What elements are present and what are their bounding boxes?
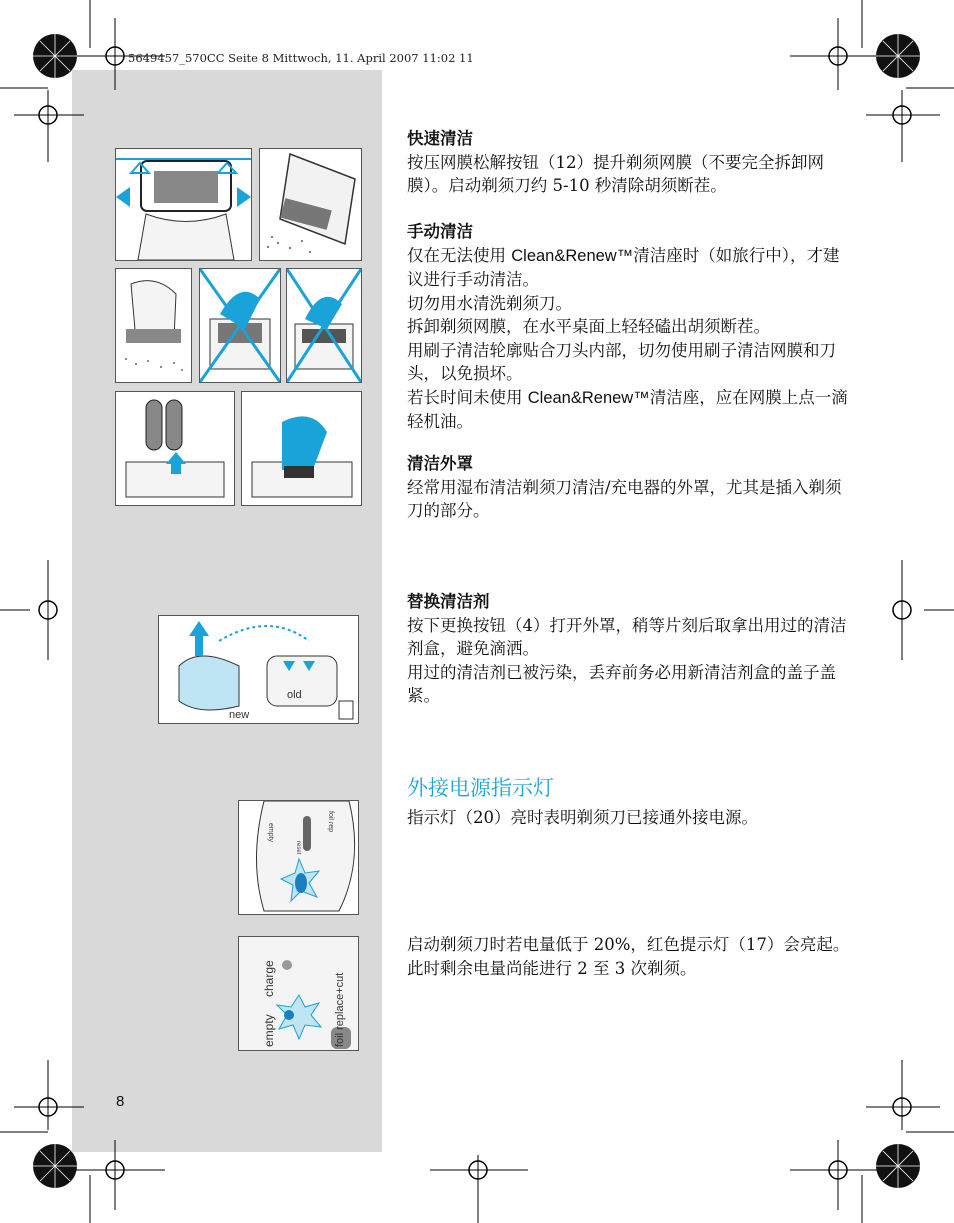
figure-power-indicator bbox=[238, 800, 359, 915]
page-number: 8 bbox=[116, 1093, 125, 1110]
brand-clean-renew-2: Clean&Renew™ bbox=[527, 388, 650, 407]
heading-cartridge: 替换清洁剂 bbox=[407, 592, 490, 611]
cartridge-label-new: new bbox=[229, 709, 250, 721]
heading-power-indicator: 外接电源指示灯 bbox=[407, 776, 554, 800]
indicator-label-foil: foil rep bbox=[327, 811, 334, 833]
figure-cartridge-replace bbox=[158, 615, 359, 724]
figure-shaver-run bbox=[259, 148, 362, 261]
section-quick-clean bbox=[407, 127, 852, 198]
text-low-battery: 启动剃须刀时若电量低于 20%，红色提示灯（17）会亮起。此时剩余电量尚能进行 2 至 3 次剃须。 bbox=[407, 935, 850, 978]
figure-brush-cutter bbox=[241, 391, 362, 506]
section-manual-clean bbox=[407, 220, 852, 434]
battery-label-charge: charge bbox=[262, 960, 276, 997]
figure-remove-cutter bbox=[115, 391, 235, 506]
text-housing: 经常用湿布清洁剃须刀清洁/充电器的外罩，尤其是插入剃须刀的部分。 bbox=[407, 477, 842, 520]
cartridge-label-old: old bbox=[287, 689, 302, 701]
text-manual-clean-4: 用刷子清洁轮廓贴合刀头内部，切勿使用刷子清洁网膜和刀头，以免损坏。 bbox=[407, 340, 836, 383]
text-manual-clean-2: 切勿用水清洗剃须刀。 bbox=[407, 293, 572, 313]
text-manual-clean-5b: 清洁座，应在网膜上点一滴轻机油。 bbox=[407, 387, 848, 431]
section-power-indicator bbox=[407, 774, 852, 830]
figure-low-battery bbox=[238, 936, 359, 1051]
indicator-label-reset: reset bbox=[295, 841, 301, 855]
battery-label-empty: empty bbox=[262, 1014, 276, 1047]
battery-label-foil: foil replace+cut bbox=[334, 972, 346, 1047]
text-manual-clean-3: 拆卸剃须网膜，在水平桌面上轻轻磕出胡须断茬。 bbox=[407, 317, 770, 336]
section-cartridge bbox=[407, 590, 852, 708]
text-power-indicator: 指示灯（20）亮时表明剃须刀已接通外接电源。 bbox=[407, 808, 758, 827]
heading-quick-clean: 快速清洁 bbox=[407, 129, 473, 148]
text-manual-clean-5 bbox=[407, 386, 852, 434]
heading-housing: 清洁外罩 bbox=[407, 454, 473, 473]
section-housing bbox=[407, 452, 852, 523]
section-low-battery bbox=[407, 933, 852, 980]
text-manual-clean-1 bbox=[407, 244, 852, 292]
figure-foil-lift bbox=[115, 148, 252, 261]
text-manual-clean-1a: 仅在无法使用 bbox=[407, 245, 512, 265]
text-cartridge-1: 按下更换按钮（4）打开外罩，稍等片刻后取拿出用过的清洁剂盒，避免滴洒。 bbox=[407, 615, 847, 658]
figure-tap-out bbox=[115, 268, 192, 383]
text-manual-clean-5a: 若长时间未使用 bbox=[407, 387, 528, 407]
figure-no-brush-foil bbox=[199, 268, 281, 383]
text-manual-clean-1b: 清洁座时（如旅行中），才建议进行手动清洁。 bbox=[407, 245, 840, 289]
heading-manual-clean: 手动清洁 bbox=[407, 222, 473, 241]
text-quick-clean: 按压网膜松解按钮（12）提升剃须网膜（不要完全拆卸网膜）。启动剃须刀约 5-10 秒清除胡须断茬。 bbox=[407, 152, 824, 195]
brand-clean-renew: Clean&Renew™ bbox=[511, 246, 634, 265]
figure-no-brush-cutter bbox=[286, 268, 362, 383]
print-slug-header: 5649457_570CC Seite 8 Mittwoch, 11. April 2007 11:02 11 bbox=[128, 51, 474, 65]
text-cartridge-2: 用过的清洁剂已被污染，丢弃前务必用新清洁剂盒的盖子盖紧。 bbox=[407, 662, 836, 705]
indicator-label-empty: empty bbox=[267, 823, 274, 843]
